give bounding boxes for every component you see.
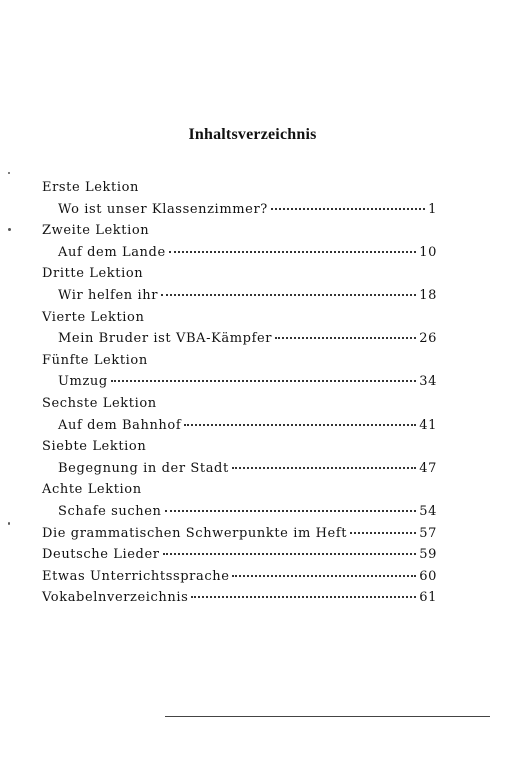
- toc-entry-label: Auf dem Bahnhof: [58, 417, 182, 433]
- toc-entry-label: Vokabelnverzeichnis: [42, 590, 189, 606]
- toc-chapter: [42, 263, 437, 285]
- toc-page-number: 59: [419, 547, 437, 563]
- toc-entry-label: Sechste Lektion: [42, 395, 157, 411]
- scan-speck: [8, 522, 10, 525]
- toc-chapter: [42, 436, 437, 458]
- toc-entry-label: Wir helfen ihr: [58, 287, 159, 303]
- toc-entry: [42, 199, 437, 221]
- toc-chapter: [42, 307, 437, 329]
- toc-entry: [42, 566, 437, 588]
- dot-leader: [169, 251, 416, 253]
- toc-entry: [42, 285, 437, 307]
- dot-leader: [350, 532, 416, 534]
- dot-leader: [161, 294, 416, 296]
- toc-page-number: 47: [419, 460, 437, 476]
- toc-entry: [42, 371, 437, 393]
- toc-chapter: [42, 220, 437, 242]
- toc-entry-label: Fünfte Lektion: [42, 352, 148, 368]
- scan-speck: [8, 228, 11, 231]
- toc-entry-label: Mein Bruder ist VBA-Kämpfer: [58, 331, 273, 347]
- toc-entry-label: Auf dem Lande: [58, 244, 166, 260]
- toc-entry: [42, 415, 437, 437]
- toc-entry-label: Deutsche Lieder: [42, 547, 160, 563]
- dot-leader: [165, 510, 417, 512]
- toc-chapter: [42, 177, 437, 199]
- toc-entry-label: Siebte Lektion: [42, 439, 147, 455]
- toc-entry: [42, 242, 437, 264]
- toc-entry-label: Die grammatischen Schwerpunkte im Heft: [42, 525, 348, 541]
- toc-entry: [42, 587, 437, 609]
- scan-speck: [8, 172, 10, 174]
- toc-page-number: 61: [419, 590, 437, 606]
- dot-leader: [275, 337, 416, 339]
- dot-leader: [184, 424, 416, 426]
- toc-page-number: 41: [419, 417, 437, 433]
- table-of-contents: [42, 177, 437, 609]
- dot-leader: [191, 596, 416, 598]
- toc-entry: [42, 328, 437, 350]
- page-title: Inhaltsverzeichnis: [188, 126, 317, 143]
- toc-entry-label: Etwas Unterrichtssprache: [42, 568, 230, 584]
- toc-page-number: 18: [419, 287, 437, 303]
- dot-leader: [271, 208, 425, 210]
- toc-page-number: 1: [428, 201, 437, 217]
- toc-entry-label: Wo ist unser Klassenzimmer?: [58, 201, 268, 217]
- toc-entry-label: Achte Lektion: [42, 482, 142, 498]
- toc-chapter: [42, 393, 437, 415]
- dot-leader: [232, 467, 416, 469]
- toc-entry-label: Zweite Lektion: [42, 223, 150, 239]
- toc-page-number: 34: [419, 374, 437, 390]
- toc-entry-label: Vierte Lektion: [42, 309, 145, 325]
- toc-entry-label: Begegnung in der Stadt: [58, 460, 229, 476]
- toc-chapter: [42, 479, 437, 501]
- dot-leader: [111, 380, 416, 382]
- toc-chapter: [42, 350, 437, 372]
- dot-leader: [232, 575, 416, 577]
- toc-page-number: 60: [419, 568, 437, 584]
- toc-entry-label: Schafe suchen: [58, 503, 162, 519]
- toc-page-number: 54: [419, 503, 437, 519]
- toc-entry-label: Dritte Lektion: [42, 266, 144, 282]
- toc-page-number: 57: [419, 525, 437, 541]
- toc-entry: [42, 523, 437, 545]
- toc-entry: [42, 544, 437, 566]
- bottom-rule: [165, 716, 490, 717]
- toc-page-number: 26: [419, 331, 437, 347]
- toc-page-number: 10: [419, 244, 437, 260]
- toc-entry: [42, 458, 437, 480]
- toc-entry: [42, 501, 437, 523]
- dot-leader: [163, 553, 417, 555]
- toc-entry-label: Umzug: [58, 374, 108, 390]
- toc-entry-label: Erste Lektion: [42, 180, 140, 195]
